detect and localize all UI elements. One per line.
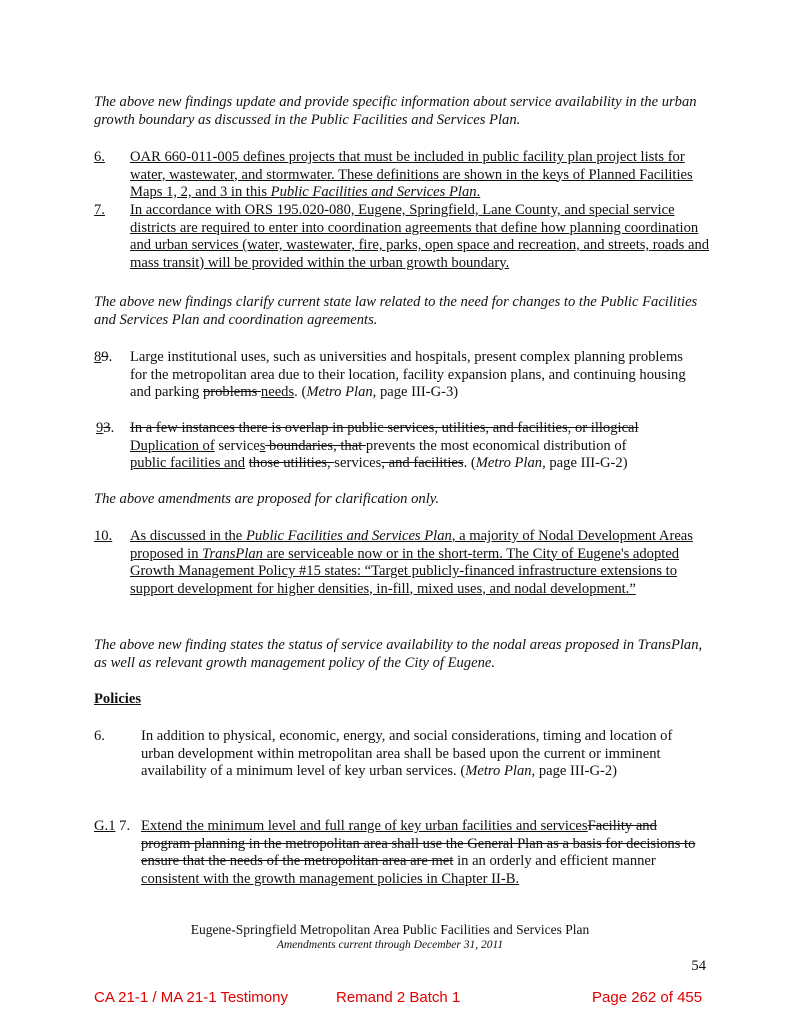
finding-10-text: As discussed in the Public Facilities and Services Plan, a majority of Nodal Development Areas proposed in TransPlan are serviceable now or in the short-term. The City of Eugene's adopted Growth Management Policy #15 states: “Target publicly-financed infrastructure extensions to support development for higher densities, in-fill, mixed uses, and nodal development.” (130, 528, 693, 597)
finding-7-number: 7. (94, 202, 105, 218)
intro-paragraph-4: The above new finding states the status of service availability to the nodal areas proposed in TransPlan, as well as relevant growth management policy of the City of Eugene. (94, 637, 703, 671)
finding-8-text: Large institutional uses, such as universities and hospitals, present complex planning problems for the metropolitan area due to their location, facility expansion plans, and continuing housing and parking problems needs. (Metro Plan, page III-G-3) (130, 349, 686, 400)
banner-middle: Remand 2 Batch 1 (336, 989, 461, 1006)
intro-paragraph-2: The above new findings clarify current state law related to the need for changes to the Public Facilities and Services Plan and coordination agreements. (94, 294, 698, 328)
finding-6-text: OAR 660-011-005 defines projects that must be included in public facility plan project lists for water, wastewater, and stormwater. These definitions are shown in the keys of Planned Facilities Maps 1, 2, and 3 in this Public Facilities and Services Plan. (130, 149, 693, 200)
policies-heading: Policies (94, 691, 142, 707)
footer-title: Eugene-Springfield Metropolitan Area Public Facilities and Services Plan (190, 922, 590, 937)
policy-7-text: Extend the minimum level and full range of key urban facilities and servicesFacility and program planning in the metropolitan area shall use the General Plan as a basis for decisions to ensure that the needs of the metropolitan area are met in an orderly and efficient manner consistent with the growth management policies in Chapter II-B. (141, 818, 696, 887)
policy-6-text: In addition to physical, economic, energy, and social considerations, timing and location of urban development within metropolitan area shall be based upon the current or imminent availability of a minimum level of key urban services. (Metro Plan, page III-G-2) (141, 728, 673, 779)
finding-6-number: 6. (94, 149, 105, 165)
finding-8-number: 89. (94, 349, 113, 365)
intro-paragraph-1: The above new findings update and provide specific information about service availability in the urban growth boundary as discussed in the Public Facilities and Services Plan. (94, 94, 697, 128)
finding-9-text: In a few instances there is overlap in public services, utilities, and facilities, or illogical Duplication of services boundaries, that prevents the most economical distribution of public facilities and those utilities, services, and facilities. (Metro Plan, page III-G-2) (130, 420, 639, 471)
policy-6-number: 6. (94, 728, 105, 744)
footer-subtitle: Amendments current through December 31, 2011 (276, 939, 504, 951)
page-number: 54 (691, 958, 706, 974)
banner-right: Page 262 of 455 (592, 989, 703, 1006)
policy-7-number: G.1 7. (94, 818, 131, 834)
intro-paragraph-3: The above amendments are proposed for clarification only. (94, 491, 440, 507)
finding-10-number: 10. (94, 528, 113, 544)
finding-7-text: In accordance with ORS 195.020-080, Eugene, Springfield, Lane County, and special service districts are required to enter into coordination agreements that define how planning coordination and urban services (water, wastewater, fire, parks, open space and recreation, and streets, roads and mass transit) will be provided within the urban growth boundary. (130, 202, 710, 271)
finding-9-number: 93. (96, 420, 115, 436)
banner-left: CA 21-1 / MA 21-1 Testimony (94, 989, 288, 1006)
